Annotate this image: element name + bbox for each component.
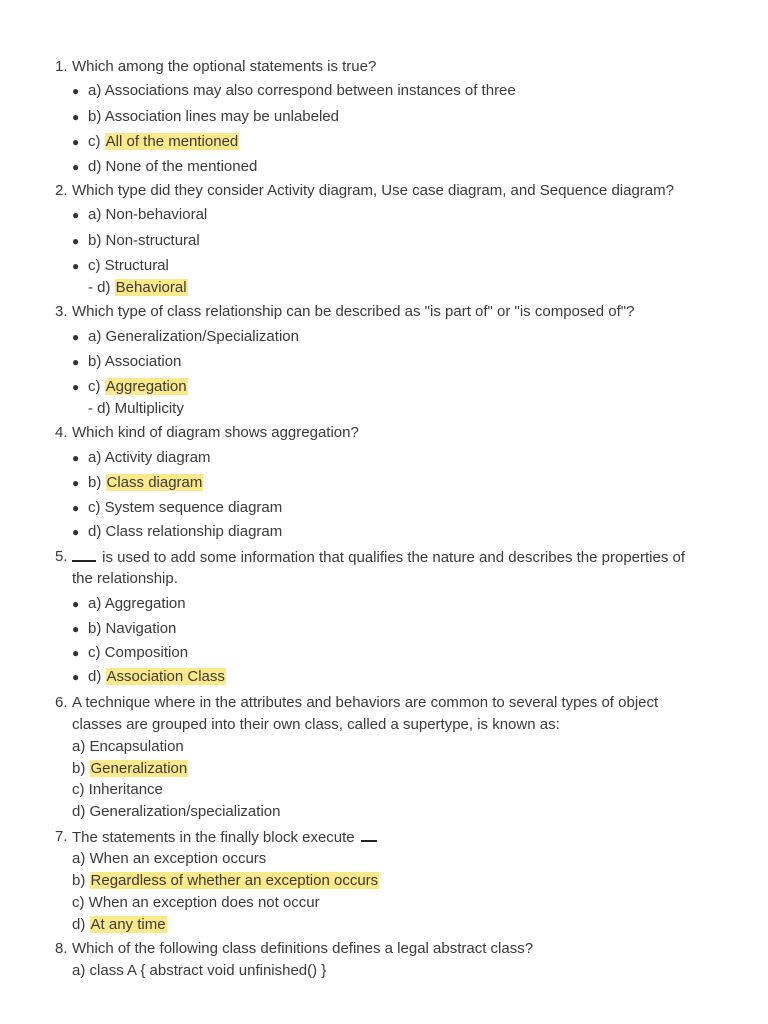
bullet-icon: ● — [72, 330, 80, 344]
bullet-icon: ● — [72, 476, 80, 490]
question-number: 4. — [55, 424, 68, 441]
option-item-correct: b) Regardless of whether an exception occurs — [72, 872, 379, 889]
option-item: d) Generalization/specialization — [72, 803, 281, 820]
answer-highlight: All of the mentioned — [105, 133, 239, 150]
question-number: 8. — [55, 940, 68, 957]
answer-highlight: At any time — [90, 916, 166, 933]
option-item-correct: c) All of the mentioned — [88, 133, 239, 150]
bullet-icon: ● — [72, 525, 80, 539]
option-item-correct: b) Generalization — [72, 760, 188, 777]
option-item-correct: b) Class diagram — [88, 474, 203, 491]
bullet-icon: ● — [72, 622, 80, 636]
option-item: a) Activity diagram — [88, 449, 211, 466]
bullet-icon: ● — [72, 259, 80, 273]
option-item-correct: c) Aggregation — [88, 378, 187, 395]
bullet-icon: ● — [72, 451, 80, 465]
question-number: 5. — [55, 548, 68, 565]
question-text: Which type did they consider Activity diagram, Use case diagram, and Sequence diagram? — [72, 182, 674, 199]
bullet-icon: ● — [72, 234, 80, 248]
question-number: 1. — [55, 58, 68, 75]
question-text: Which type of class relationship can be described as "is part of" or "is composed of"? — [72, 303, 635, 320]
bullet-icon: ● — [72, 110, 80, 124]
bullet-icon: ● — [72, 670, 80, 684]
answer-highlight: Association Class — [106, 668, 225, 685]
fill-in-blank — [361, 827, 377, 842]
option-item: d) Class relationship diagram — [88, 523, 283, 540]
question-text: The statements in the finally block execute — [72, 827, 377, 848]
question-text: Which of the following class definitions defines a legal abstract class? — [72, 940, 534, 957]
question-text-continued: classes are grouped into their own class, called a supertype, is known as: — [72, 716, 560, 733]
bullet-icon: ● — [72, 355, 80, 369]
question-text: A technique where in the attributes and behaviors are common to several types of object — [72, 694, 659, 711]
option-item: b) Association — [88, 353, 182, 370]
option-item: a) Aggregation — [88, 595, 186, 612]
question-text-continued: the relationship. — [72, 570, 178, 587]
answer-highlight: Regardless of whether an exception occurs — [90, 872, 379, 889]
bullet-icon: ● — [72, 646, 80, 660]
option-item: c) Composition — [88, 644, 189, 661]
option-item: a) Associations may also correspond between instances of three — [88, 82, 516, 99]
question-number: 7. — [55, 828, 68, 845]
option-item: a) Non-behavioral — [88, 206, 208, 223]
option-item: b) Non-structural — [88, 232, 200, 249]
answer-highlight: Class diagram — [106, 474, 203, 491]
option-item: a) When an exception occurs — [72, 850, 267, 867]
bullet-icon: ● — [72, 160, 80, 174]
option-item-correct: d) At any time — [72, 916, 166, 933]
question-number: 2. — [55, 182, 68, 199]
option-item: c) Structural — [88, 257, 169, 274]
question-number: 6. — [55, 694, 68, 711]
option-item: a) Generalization/Specialization — [88, 328, 299, 345]
fill-in-blank — [72, 547, 96, 562]
question-text: Which among the optional statements is true? — [72, 58, 377, 75]
bullet-icon: ● — [72, 501, 80, 515]
bullet-icon: ● — [72, 380, 80, 394]
option-item-correct: d) Association Class — [88, 668, 225, 685]
option-item: b) Association lines may be unlabeled — [88, 108, 339, 125]
bullet-icon: ● — [72, 208, 80, 222]
option-item: a) class A { abstract void unfinished() } — [72, 962, 327, 979]
bullet-icon: ● — [72, 135, 80, 149]
option-item: - d) Multiplicity — [88, 400, 184, 417]
answer-highlight: Behavioral — [115, 279, 187, 296]
question-text: Which kind of diagram shows aggregation? — [72, 424, 359, 441]
question-number: 3. — [55, 303, 68, 320]
answer-highlight: Generalization — [90, 760, 188, 777]
bullet-icon: ● — [72, 84, 80, 98]
option-item: c) When an exception does not occur — [72, 894, 320, 911]
option-item: d) None of the mentioned — [88, 158, 258, 175]
option-item-correct: - d) Behavioral — [88, 279, 187, 296]
option-item: b) Navigation — [88, 620, 177, 637]
option-item: a) Encapsulation — [72, 738, 184, 755]
answer-highlight: Aggregation — [105, 378, 187, 395]
question-text: is used to add some information that qualifies the nature and describes the properties of — [72, 547, 685, 568]
bullet-icon: ● — [72, 597, 80, 611]
option-item: c) System sequence diagram — [88, 499, 283, 516]
option-item: c) Inheritance — [72, 781, 163, 798]
